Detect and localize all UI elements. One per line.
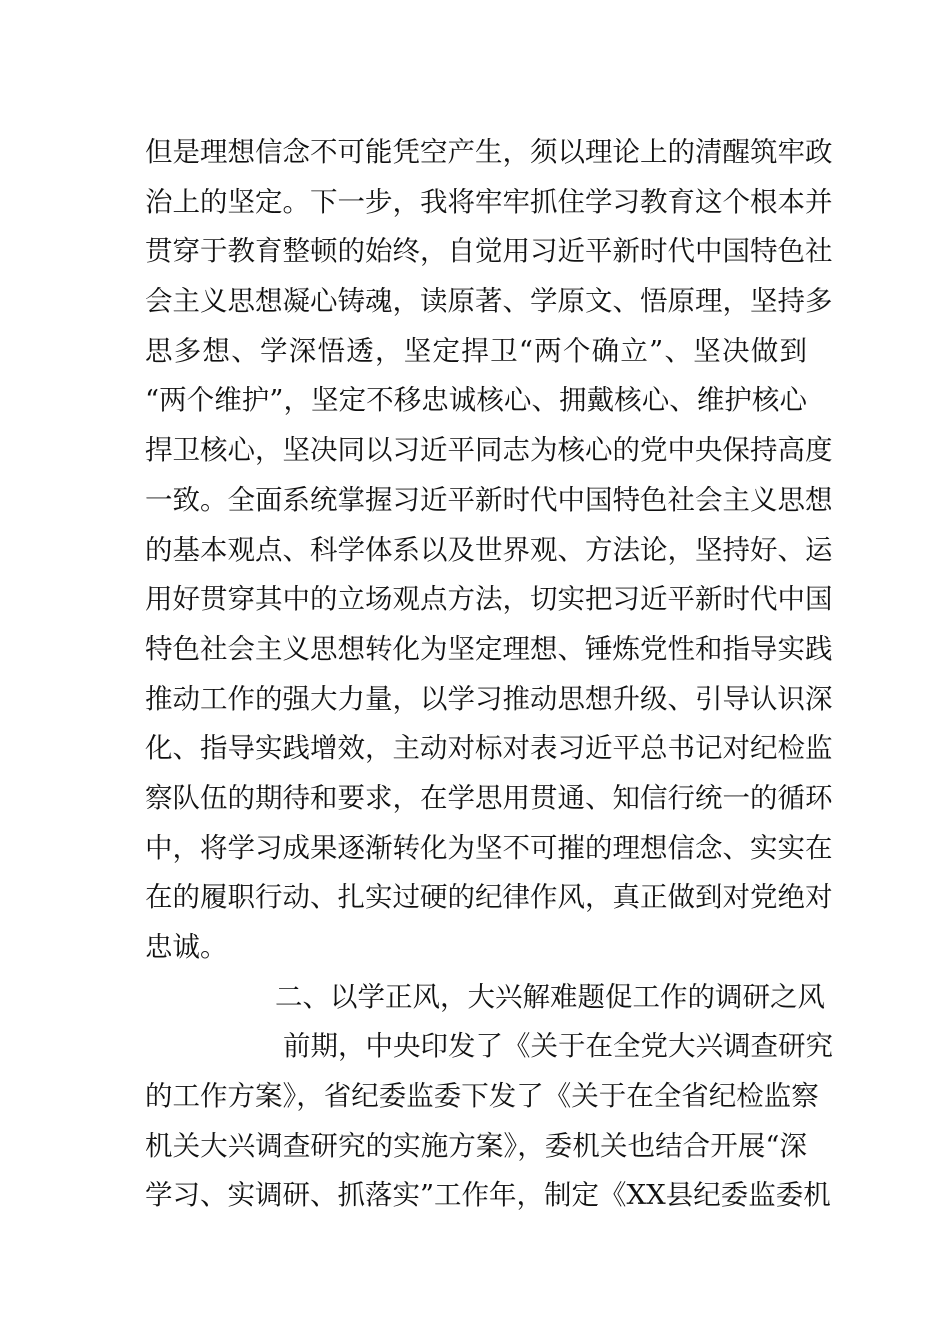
text-line: 捍卫核心，坚决同以习近平同志为核心的党中央保持高度 bbox=[145, 434, 833, 467]
text-line: 治上的坚定。下一步，我将牢牢抓住学习教育这个根本并 bbox=[145, 185, 833, 218]
text-line: 但是理想信念不可能凭空产生，须以理论上的清醒筑牢政 bbox=[145, 136, 833, 168]
text-line: “两个维护”，坚定不移忠诚核心、拥戴核心、维护核心 bbox=[145, 384, 807, 417]
text-line: 中，将学习成果逐渐转化为坚不可摧的理想信念、实实在 bbox=[145, 831, 833, 864]
text-line: 用好贯穿其中的立场观点方法，切实把习近平新时代中国 bbox=[145, 583, 833, 616]
text-line: 推动工作的强大力量，以学习推动思想升级、引导认识深 bbox=[145, 682, 833, 715]
text-line: 忠诚。 bbox=[145, 931, 228, 963]
text-line: 的工作方案》，省纪委监委下发了《关于在全省纪检监察 bbox=[145, 1080, 819, 1113]
text-line: 机关大兴调查研究的实施方案》，委机关也结合开展“深 bbox=[145, 1129, 807, 1162]
text-line: 特色社会主义思想转化为坚定理想、锤炼党性和指导实践 bbox=[145, 632, 833, 665]
section-heading: 二、以学正风，大兴解难题促工作的调研之风 bbox=[275, 980, 825, 1013]
text-line: 的基本观点、科学体系以及世界观、方法论，坚持好、运 bbox=[145, 533, 833, 566]
text-line: 在的履职行动、扎实过硬的纪律作风，真正做到对党绝对 bbox=[145, 881, 833, 914]
text-line: 思多想、学深悟透，坚定捍卫“两个确立”、坚决做到 bbox=[145, 334, 807, 367]
text-line: 前期，中央印发了《关于在全党大兴调查研究 bbox=[283, 1030, 833, 1063]
text-line: 贯穿于教育整顿的始终，自觉用习近平新时代中国特色社 bbox=[145, 235, 833, 268]
text-line: 一致。全面系统掌握习近平新时代中国特色社会主义思想 bbox=[145, 483, 833, 516]
text-line: 化、指导实践增效，主动对标对表习近平总书记对纪检监 bbox=[145, 732, 833, 765]
text-line: 学习、实调研、抓落实”工作年，制定《XX县纪委监委机 bbox=[145, 1179, 831, 1212]
body-text bbox=[145, 128, 833, 1221]
text-line: 会主义思想凝心铸魂，读原著、学原文、悟原理，坚持多 bbox=[145, 285, 833, 318]
text-line: 察队伍的期待和要求，在学思用贯通、知信行统一的循环 bbox=[145, 781, 833, 814]
